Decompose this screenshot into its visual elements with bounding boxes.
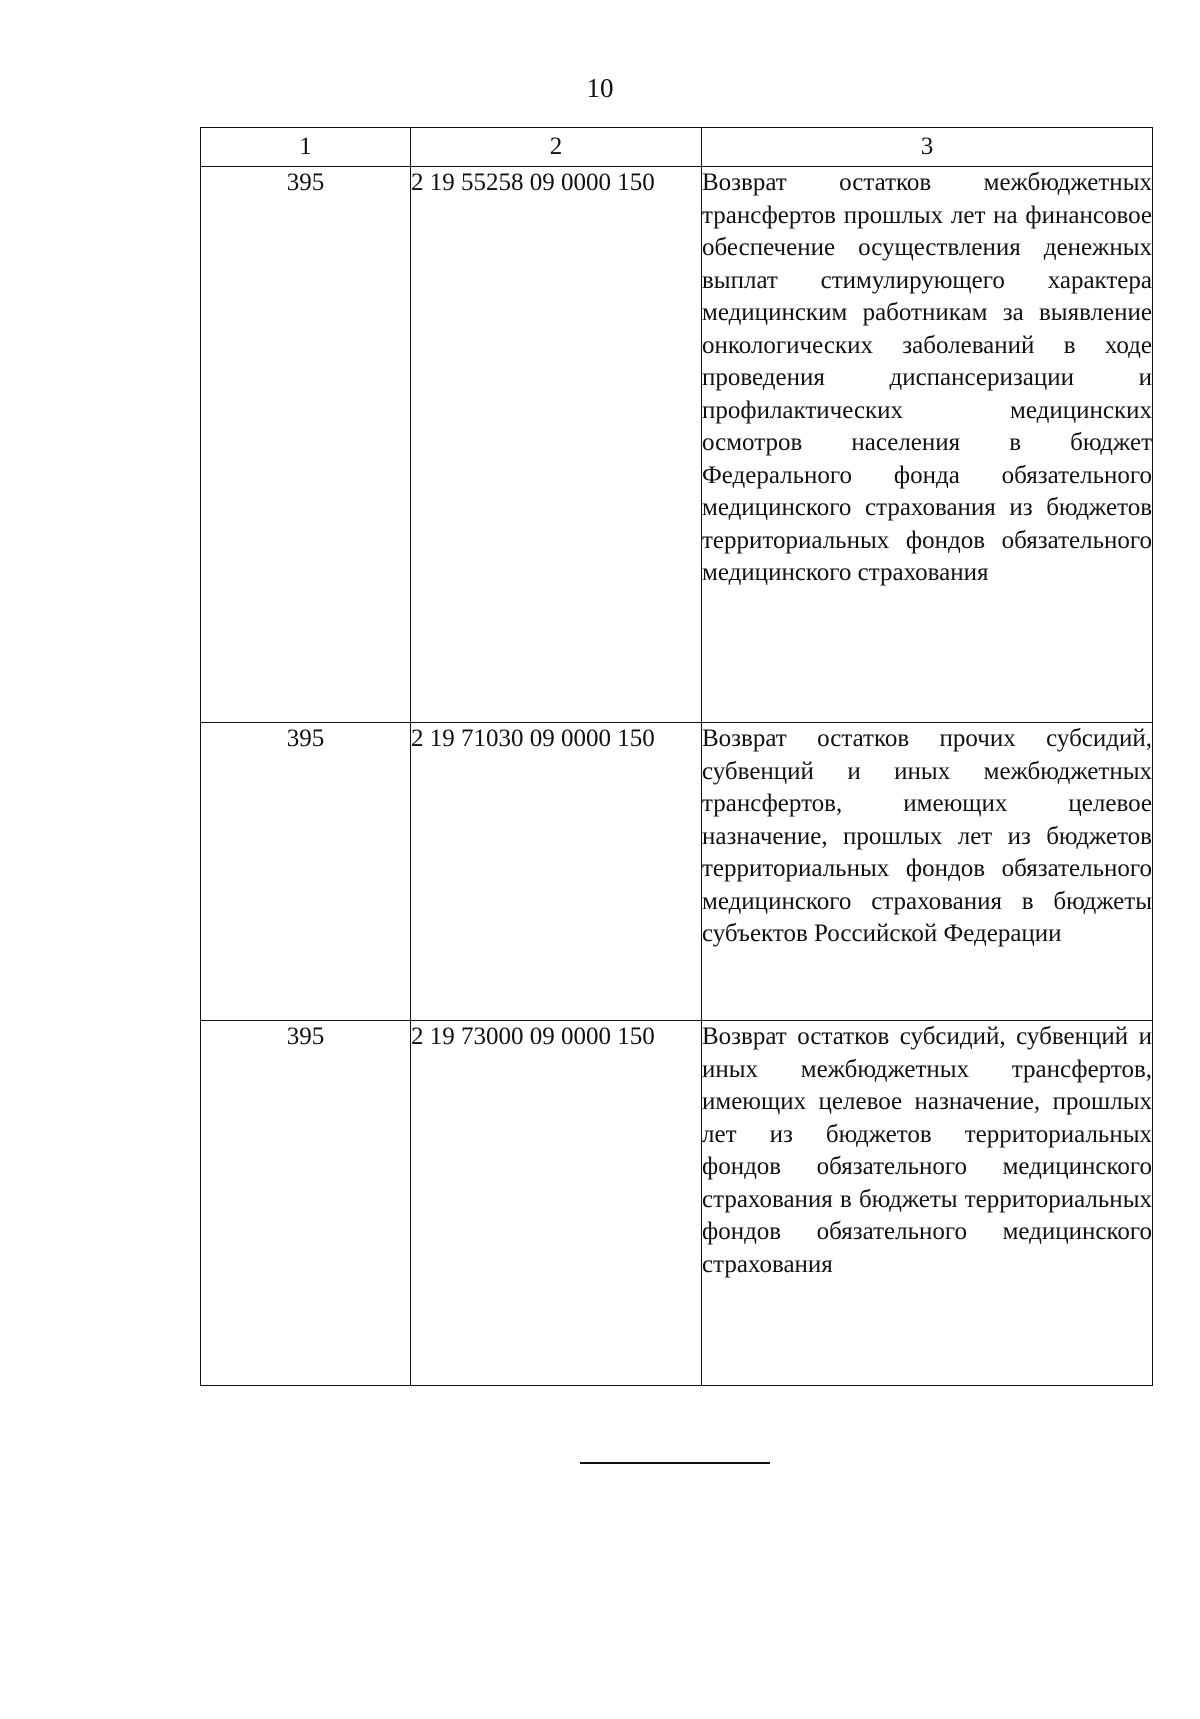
kbk-code-cell: 2 19 73000 09 0000 150 [411, 1021, 702, 1386]
page-number: 10 [586, 73, 614, 103]
description-cell: Возврат остатков межбюджетных трансфертов прошлых лет на финансовое обеспечение осуществления денежных выплат стимулирующего характера медицинским работникам за выявление онкологических заболеваний в ходе проведения диспансеризации и профилактических медицинских осмотров населения в бюджет Федерального фонда обязательного медицинского страхования из бюджетов территориальных фондов обязательного медицинского страхования [702, 167, 1153, 723]
admin-code-cell: 395 [201, 723, 411, 1021]
table-row [201, 1021, 1153, 1386]
kbk-code-cell: 2 19 55258 09 0000 150 [411, 167, 702, 723]
admin-code-cell: 395 [201, 167, 411, 723]
description-cell: Возврат остатков прочих субсидий, субвенций и иных межбюджетных трансфертов, имеющих целевое назначение, прошлых лет из бюджетов территориальных фондов обязательного медицинского страхования в бюджеты субъектов Российской Федерации [702, 723, 1153, 1021]
column-header-2: 2 [411, 128, 702, 167]
footer-divider [580, 1462, 770, 1464]
budget-codes-table [200, 127, 1153, 1386]
table-header-row [201, 128, 1153, 167]
table-row [201, 167, 1153, 723]
kbk-code-cell: 2 19 71030 09 0000 150 [411, 723, 702, 1021]
column-header-3: 3 [702, 128, 1153, 167]
column-header-1: 1 [201, 128, 411, 167]
table-row [201, 723, 1153, 1021]
description-cell: Возврат остатков субсидий, субвенций и иных межбюджетных трансфертов, имеющих целевое назначение, прошлых лет из бюджетов территориальных фондов обязательного медицинского страхования в бюджеты территориальных фондов обязательного медицинского страхования [702, 1021, 1153, 1386]
admin-code-cell: 395 [201, 1021, 411, 1386]
